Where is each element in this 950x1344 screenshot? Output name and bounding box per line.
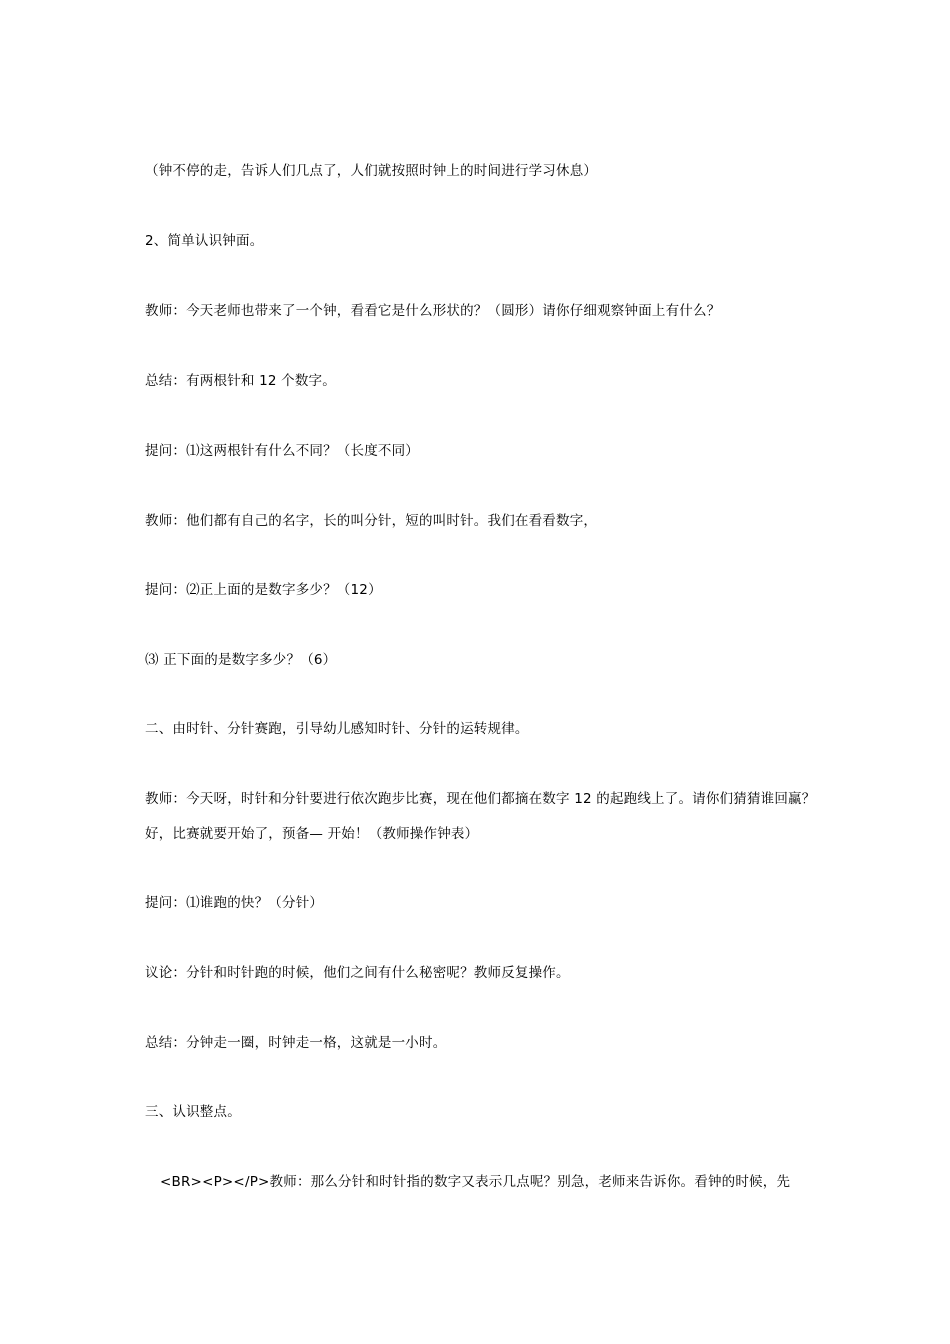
paragraph-teacher-race-intro: 教师：今天呀，时针和分针要进行依次跑步比赛，现在他们都摘在数字 12 的起跑线上了。请你们猜猜谁回赢？	[145, 791, 816, 807]
paragraph-teacher-clock-shape: 教师：今天老师也带来了一个钟，看看它是什么形状的？（圆形）请你仔细观察钟面上有什么？	[145, 303, 721, 319]
paragraph-question-who-faster: 提问：⑴谁跑的快？（分针）	[145, 895, 324, 911]
paragraph-teacher-whole-hours: <BR><P></P>教师：那么分针和时针指的数字又表示几点呢？别急，老师来告诉你。看钟的时候，先	[160, 1174, 791, 1190]
heading-hands-race: 二、由时针、分针赛跑，引导幼儿感知时针、分针的运转规律。	[145, 721, 529, 737]
heading-whole-hours: 三、认识整点。	[145, 1104, 241, 1120]
paragraph-question-top-number: 提问：⑵正上面的是数字多少？（12）	[145, 582, 382, 598]
paragraph-summary-hands-numbers: 总结：有两根针和 12 个数字。	[145, 373, 336, 389]
paragraph-question-bottom-number: ⑶ 正下面的是数字多少？（6）	[145, 652, 337, 668]
paragraph-race-start: 好，比赛就要开始了，预备— 开始！（教师操作钟表）	[145, 826, 479, 842]
paragraph-question-hands-difference: 提问：⑴这两根针有什么不同？（长度不同）	[145, 443, 419, 459]
paragraph-summary-one-hour: 总结：分钟走一圈，时钟走一格，这就是一小时。	[145, 1035, 447, 1051]
paragraph-discussion-secret: 议论：分针和时针跑的时候，他们之间有什么秘密呢？教师反复操作。	[145, 965, 570, 981]
paragraph-clock-purpose: （钟不停的走，告诉人们几点了，人们就按照时钟上的时间进行学习休息）	[145, 163, 598, 179]
heading-recognize-clock-face: 2、简单认识钟面。	[145, 233, 264, 249]
paragraph-teacher-hand-names: 教师：他们都有自己的名字，长的叫分针，短的叫时针。我们在看看数字，	[145, 513, 598, 529]
